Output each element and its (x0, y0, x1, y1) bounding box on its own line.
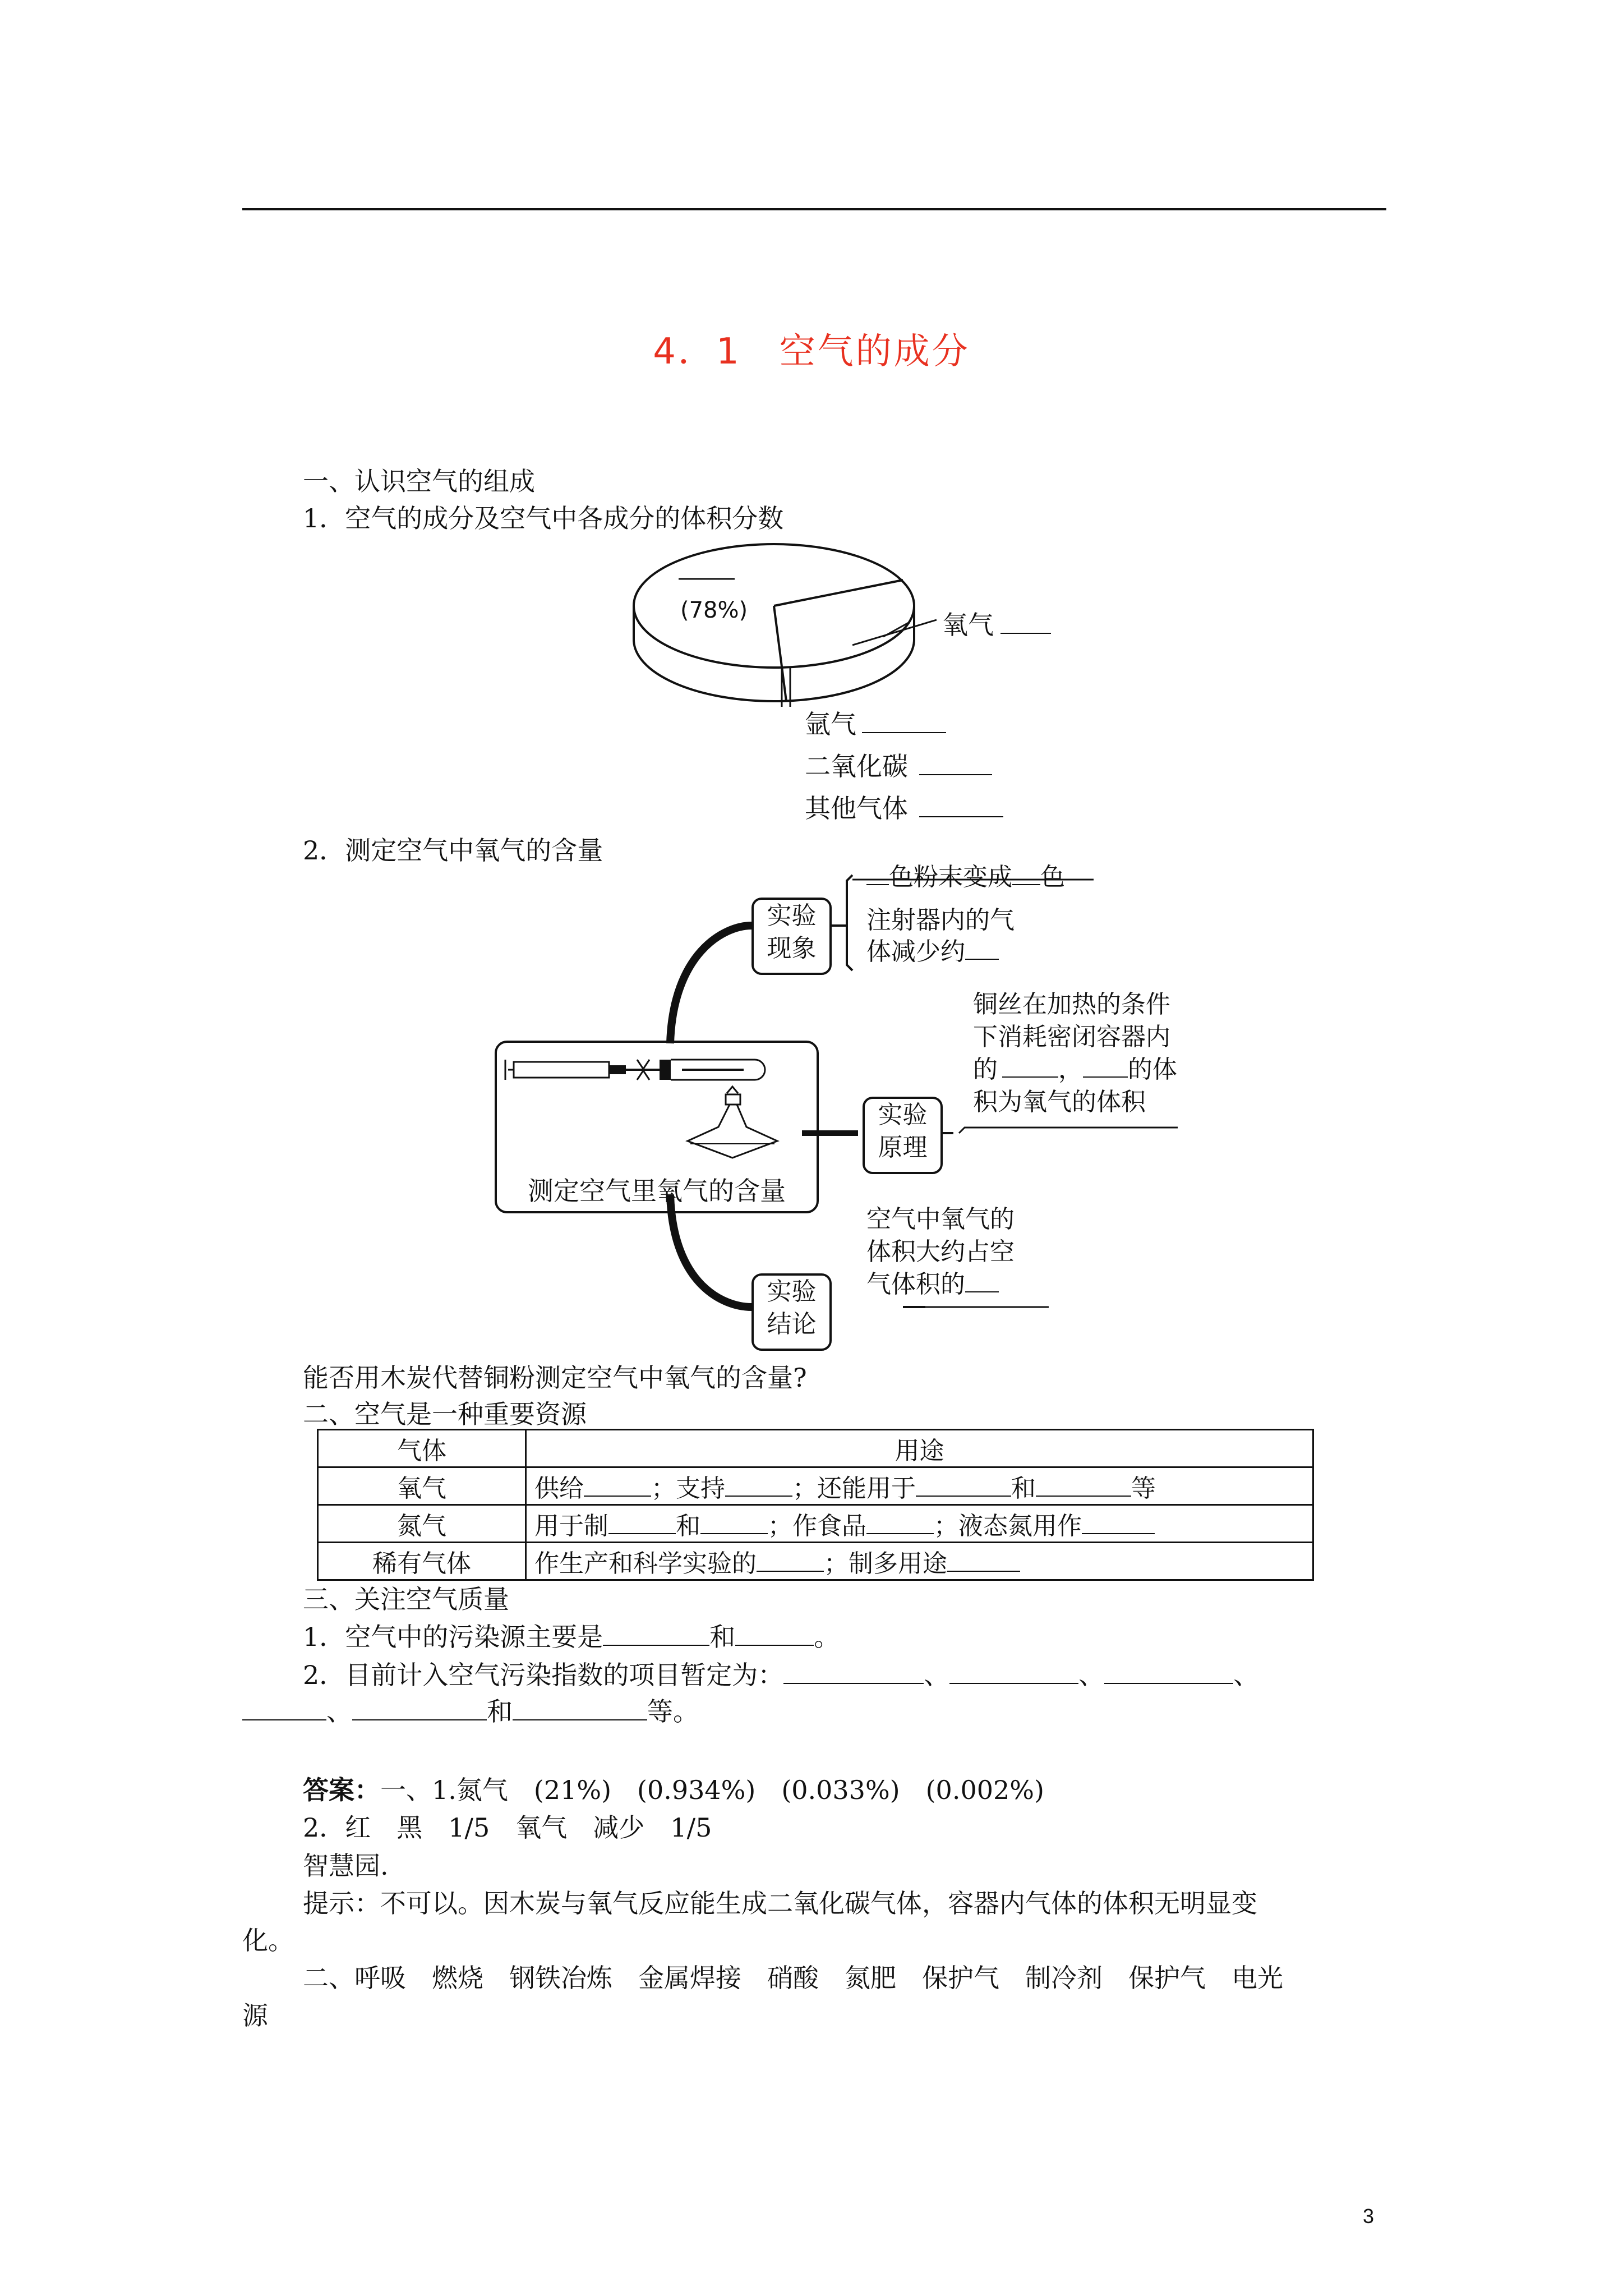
section1-q2: 2．测定空气中氧气的含量 (303, 835, 603, 866)
section1-heading: 一、认识空气的组成 (303, 466, 535, 496)
header-uses: 用途 (526, 1430, 1313, 1467)
uses-cell: 作生产和科学实验的 ；制多用途 (526, 1543, 1313, 1580)
header-gas: 气体 (318, 1430, 526, 1467)
table-row (318, 1505, 1313, 1543)
gas-cell: 氧气 (318, 1467, 526, 1505)
principle-box: 实验 原理 (863, 1097, 943, 1174)
section3-heading: 三、关注空气质量 (303, 1584, 509, 1614)
table-header-row (318, 1430, 1313, 1467)
section1-q1: 1．空气的成分及空气中各成分的体积分数 (303, 503, 784, 533)
principle-line4: 积为氧气的体积 (973, 1088, 1146, 1116)
conclusion-line3: 气体积的 (866, 1268, 999, 1301)
section3-q2-cont: 、 和 等。 (242, 1691, 699, 1728)
uses-cell: 供给 ；支持 ；还能用于 和 等 (526, 1467, 1313, 1505)
page-title: 4．1 空气的成分 (653, 331, 970, 372)
pie-label-other: 其他气体 (805, 788, 1003, 825)
answer-line5: 化。 (242, 1925, 294, 1955)
pie-label-oxygen: 氧气 (942, 605, 1051, 642)
phenomenon-line2: 注射器内的气 (866, 906, 1015, 935)
apparatus-illustration (497, 1043, 817, 1166)
principle-line3: 的 ， 的体 (973, 1055, 1177, 1084)
answer-line7: 源 (242, 2000, 268, 2031)
principle-line1: 铜丝在加热的条件 (973, 990, 1170, 1019)
question-charcoal: 能否用木炭代替铜粉测定空气中氧气的含量? (303, 1363, 807, 1393)
section3-q1: 1．空气中的污染源主要是 和 。 (303, 1622, 840, 1652)
answer-line1: 答案：一、1.氮气 (21%) (0.934%) (0.033%) (0.002%) (303, 1775, 1044, 1805)
answer-line4: 提示：不可以。因木炭与氧气反应能生成二氧化碳气体，容器内气体的体积无明显变 (303, 1888, 1257, 1918)
pie-label-co2: 二氧化碳 (805, 746, 992, 783)
center-box (495, 1041, 819, 1213)
page-number: 3 (1363, 2205, 1375, 2228)
pie-inner-label: (78%) (680, 597, 748, 623)
gas-cell: 氮气 (318, 1505, 526, 1543)
phenomenon-line1: 色粉末变成 色 (866, 861, 1065, 894)
conclusion-line2: 体积大约占空 (866, 1237, 1015, 1266)
conclusion-line1: 空气中氧气的 (866, 1205, 1015, 1234)
table-row (318, 1467, 1313, 1505)
answer-line6: 二、呼吸 燃烧 钢铁冶炼 金属焊接 硝酸 氮肥 保护气 制冷剂 保护气 电光 (303, 1963, 1283, 1993)
uses-table (317, 1429, 1314, 1581)
section2-heading: 二、空气是一种重要资源 (303, 1399, 587, 1429)
center-caption: 测定空气里氧气的含量 (528, 1176, 786, 1206)
gas-cell: 稀有气体 (318, 1543, 526, 1580)
phenomenon-box: 实验 现象 (751, 898, 832, 975)
header-rule (242, 208, 1386, 210)
phenomenon-line3: 体减少约 (866, 936, 999, 968)
conclusion-box: 实验 结论 (751, 1273, 832, 1351)
answer-line2: 2．红 黑 1/5 氧气 减少 1/5 (303, 1812, 712, 1843)
answer-line3: 智慧园. (303, 1851, 389, 1881)
principle-line2: 下消耗密闭容器内 (973, 1023, 1170, 1051)
pie-label-argon: 氩气 (805, 704, 946, 741)
oxygen-pointer (847, 606, 942, 651)
section3-q2: 2．目前计入空气污染指数的项目暂定为： 、 、 、 (303, 1660, 1260, 1690)
table-row (318, 1543, 1313, 1580)
uses-cell: 用于制 和 ；作食品 ；液态氮用作 (526, 1505, 1313, 1543)
